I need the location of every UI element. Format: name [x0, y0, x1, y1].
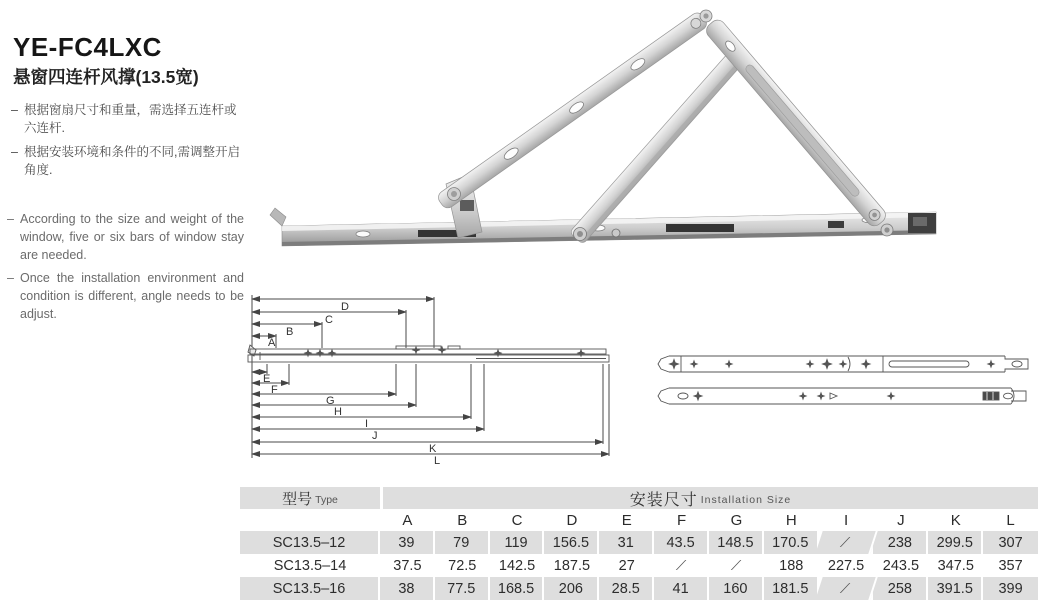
- dim-label-L: L: [434, 455, 441, 467]
- table-cell: 148.5: [709, 531, 764, 554]
- note-text: Once the installation environment and condition is different, angle needs to be adjust.: [20, 271, 244, 321]
- col-header: L: [983, 509, 1038, 531]
- stay-arm-long: [436, 10, 709, 210]
- model-header-cell: [240, 487, 380, 509]
- table-cell: 238: [873, 531, 928, 554]
- table-header-row: [240, 487, 1038, 509]
- bullet-dash: –: [7, 271, 14, 286]
- dim-label-G: G: [326, 395, 335, 407]
- list-item: [11, 101, 241, 137]
- col-header: F: [654, 509, 709, 531]
- table-cell: 31: [599, 531, 654, 554]
- table-cell: 38: [380, 577, 435, 600]
- table-row: [240, 577, 1038, 600]
- note-text: 根据安装环境和条件的不同,需调整开启角度.: [24, 145, 240, 178]
- model-cell: SC13.5–16: [240, 577, 380, 600]
- size-header-cell: [383, 487, 1038, 509]
- bullet-dash: –: [11, 145, 18, 160]
- table-cell: 357: [998, 557, 1023, 574]
- table-cell: ∕: [732, 557, 741, 574]
- col-header: A: [380, 509, 435, 531]
- model-cell: SC13.5–14: [273, 557, 347, 574]
- table-cell: 347.5: [937, 557, 974, 574]
- table-cell: 77.5: [435, 577, 490, 600]
- table-cell: 299.5: [928, 531, 983, 554]
- column-letters-row: [240, 509, 1038, 531]
- table-cell: 168.5: [490, 577, 545, 600]
- note-text: 根据窗扇尺寸和重量，需选择五连杆或六连杆.: [24, 103, 237, 136]
- installation-size-table: [240, 487, 1038, 600]
- table-cell: 72.5: [448, 557, 477, 574]
- table-cell: 188: [779, 557, 804, 574]
- model-header-en: Type: [315, 493, 338, 506]
- table-cell: 79: [435, 531, 490, 554]
- list-item: [7, 211, 244, 264]
- bullet-dash: –: [11, 103, 18, 117]
- page-subtitle-cn: 悬窗四连杆风撑(13.5宽): [13, 67, 199, 87]
- dim-label-J: J: [372, 430, 378, 442]
- dim-label-F: F: [271, 384, 278, 396]
- stay-profile-drawing: [248, 345, 609, 362]
- size-header-en: Installation Size: [700, 493, 792, 506]
- table-cell: 243.5: [882, 557, 920, 574]
- table-cell: 258: [873, 577, 928, 600]
- list-item: [11, 143, 241, 179]
- table-cell: ∕: [677, 557, 686, 574]
- stay-arm-middle: [569, 51, 743, 244]
- col-header: B: [435, 509, 490, 531]
- table-cell: 156.5: [544, 531, 599, 554]
- table-cell: 227.5: [827, 557, 865, 574]
- list-item: [7, 270, 244, 323]
- screw-marks: [668, 358, 995, 401]
- table-cell: 391.5: [928, 577, 983, 600]
- table-cell: 119: [490, 531, 545, 554]
- col-header: I: [819, 509, 874, 531]
- table-cell: 170.5: [764, 531, 819, 554]
- dimension-diagram: [246, 290, 621, 478]
- table-cell: 28.5: [599, 577, 654, 600]
- screw-marks: [304, 346, 586, 358]
- dim-label-A: A: [268, 337, 276, 349]
- table-cell: 181.5: [764, 577, 819, 600]
- table-cell: 37.5: [393, 557, 422, 574]
- dim-label-K: K: [429, 443, 437, 455]
- size-header-cn: 安装尺寸: [629, 491, 698, 509]
- col-header: J: [873, 509, 928, 531]
- col-header: C: [490, 509, 545, 531]
- col-header: D: [544, 509, 599, 531]
- table-cell: 399: [983, 577, 1038, 600]
- table-cell: 206: [544, 577, 599, 600]
- model-cell: SC13.5–12: [240, 531, 380, 554]
- dim-label-B: B: [286, 326, 294, 338]
- table-cell: 187.5: [553, 557, 591, 574]
- table-cell: [240, 509, 380, 531]
- english-notes: [7, 211, 244, 330]
- table-cell: 160: [709, 577, 764, 600]
- note-text: According to the size and weight of the window, five or six bars of window stay are needed.: [20, 212, 244, 262]
- table-cell: 307: [983, 531, 1038, 554]
- table-row: [240, 531, 1038, 554]
- model-header-cn: 型号: [282, 490, 313, 508]
- dim-label-D: D: [341, 301, 349, 313]
- dim-label-H: H: [334, 406, 342, 418]
- dim-label-C: C: [325, 314, 333, 326]
- table-cell: 39: [380, 531, 435, 554]
- col-header: G: [709, 509, 764, 531]
- stay-arm-right: [703, 17, 888, 229]
- table-cell: ∕: [815, 577, 877, 600]
- track-top-view-drawings: [653, 342, 1038, 414]
- table-cell: 27: [618, 557, 635, 574]
- table-cell: 142.5: [498, 557, 536, 574]
- dim-label-I: I: [365, 418, 369, 430]
- col-header: H: [764, 509, 819, 531]
- page-title: YE-FC4LXC: [13, 32, 162, 62]
- chinese-notes: [11, 101, 241, 186]
- col-header: K: [928, 509, 983, 531]
- table-row: [240, 554, 1038, 577]
- table-cell: 41: [654, 577, 709, 600]
- dim-label-E: E: [263, 373, 271, 385]
- col-header: E: [599, 509, 654, 531]
- product-photo-window-stay: [268, 2, 1013, 260]
- bullet-dash: –: [7, 212, 14, 226]
- table-cell: 43.5: [654, 531, 709, 554]
- table-cell: ∕: [815, 531, 877, 554]
